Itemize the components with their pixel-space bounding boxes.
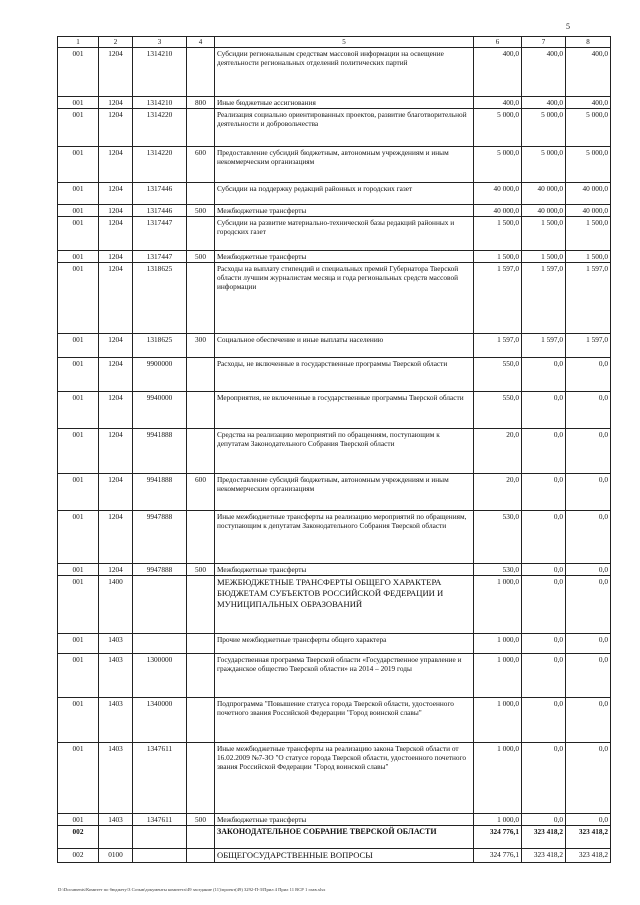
amount-col6: 20,0 bbox=[474, 474, 522, 511]
code-razdel: 0100 bbox=[99, 849, 133, 863]
amount-col7: 0,0 bbox=[522, 814, 566, 826]
code-vid: 300 bbox=[187, 334, 215, 358]
code-razdel: 1204 bbox=[99, 429, 133, 474]
table-row bbox=[58, 698, 611, 743]
code-vid bbox=[187, 429, 215, 474]
amount-col8: 1 597,0 bbox=[566, 334, 611, 358]
item-description: Расходы на выплату стипендий и специальных премий Губернатора Тверской области лучшим журналистам месяца и года региональных средств массовой информации bbox=[215, 263, 474, 334]
code-glava: 001 bbox=[58, 217, 99, 251]
file-path-footer: D:\Documents\Комитет по бюджету\3 Созыв\документы комитета\49 заседание (11)\проект(49) 3292-П-3\Прил 4 Прил 11 ВСР 1 глав.xlsx bbox=[58, 887, 326, 892]
amount-col8: 1 597,0 bbox=[566, 263, 611, 334]
code-statya: 1347611 bbox=[133, 743, 187, 814]
amount-col6: 1 500,0 bbox=[474, 217, 522, 251]
amount-col8: 0,0 bbox=[566, 743, 611, 814]
amount-col6: 1 000,0 bbox=[474, 634, 522, 654]
amount-col7: 0,0 bbox=[522, 654, 566, 698]
code-vid bbox=[187, 698, 215, 743]
code-statya bbox=[133, 634, 187, 654]
code-statya: 1314220 bbox=[133, 109, 187, 147]
amount-col8: 323 418,2 bbox=[566, 826, 611, 849]
table-row bbox=[58, 392, 611, 429]
code-glava: 002 bbox=[58, 826, 99, 849]
code-razdel: 1204 bbox=[99, 263, 133, 334]
code-razdel: 1204 bbox=[99, 217, 133, 251]
column-header: 4 bbox=[187, 37, 215, 48]
code-razdel: 1400 bbox=[99, 576, 133, 634]
column-header: 5 bbox=[215, 37, 474, 48]
code-vid bbox=[187, 743, 215, 814]
amount-col7: 0,0 bbox=[522, 743, 566, 814]
amount-col7: 0,0 bbox=[522, 474, 566, 511]
amount-col6: 1 000,0 bbox=[474, 814, 522, 826]
code-statya: 1317447 bbox=[133, 251, 187, 263]
code-glava: 001 bbox=[58, 97, 99, 109]
amount-col6: 20,0 bbox=[474, 429, 522, 474]
amount-col6: 324 776,1 bbox=[474, 826, 522, 849]
item-description: Прочие межбюджетные трансферты общего характера bbox=[215, 634, 474, 654]
amount-col6: 530,0 bbox=[474, 564, 522, 576]
item-description: Межбюджетные трансферты bbox=[215, 564, 474, 576]
amount-col8: 0,0 bbox=[566, 392, 611, 429]
amount-col6: 400,0 bbox=[474, 97, 522, 109]
table-row bbox=[58, 576, 611, 634]
code-vid: 800 bbox=[187, 97, 215, 109]
item-description: Межбюджетные трансферты bbox=[215, 814, 474, 826]
code-glava: 002 bbox=[58, 849, 99, 863]
item-description: Реализация социально ориентированных проектов, развитие благотворительной деятельности и добровольчества bbox=[215, 109, 474, 147]
amount-col7: 400,0 bbox=[522, 97, 566, 109]
code-statya: 9947888 bbox=[133, 564, 187, 576]
code-statya: 1317446 bbox=[133, 183, 187, 205]
item-description: Предоставление субсидий бюджетным, автономным учреждениям и иным некоммерческим организациям bbox=[215, 474, 474, 511]
amount-col7: 40 000,0 bbox=[522, 205, 566, 217]
code-vid: 500 bbox=[187, 814, 215, 826]
header-row bbox=[58, 37, 611, 48]
amount-col8: 400,0 bbox=[566, 97, 611, 109]
amount-col6: 1 000,0 bbox=[474, 654, 522, 698]
item-description: Иные бюджетные ассигнования bbox=[215, 97, 474, 109]
code-statya: 1318625 bbox=[133, 263, 187, 334]
code-statya bbox=[133, 826, 187, 849]
amount-col8: 323 418,2 bbox=[566, 849, 611, 863]
code-glava: 001 bbox=[58, 109, 99, 147]
amount-col8: 0,0 bbox=[566, 814, 611, 826]
amount-col6: 40 000,0 bbox=[474, 205, 522, 217]
table-row bbox=[58, 654, 611, 698]
table-row bbox=[58, 205, 611, 217]
code-glava: 001 bbox=[58, 358, 99, 392]
item-description: Средства на реализацию мероприятий по обращениям, поступающим к депутатам Законодательного Собрания Тверской области bbox=[215, 429, 474, 474]
code-glava: 001 bbox=[58, 263, 99, 334]
amount-col6: 550,0 bbox=[474, 392, 522, 429]
table-row bbox=[58, 251, 611, 263]
code-glava: 001 bbox=[58, 564, 99, 576]
amount-col7: 0,0 bbox=[522, 511, 566, 564]
code-glava: 001 bbox=[58, 654, 99, 698]
code-razdel: 1204 bbox=[99, 97, 133, 109]
amount-col7: 1 500,0 bbox=[522, 251, 566, 263]
amount-col7: 0,0 bbox=[522, 392, 566, 429]
amount-col6: 1 000,0 bbox=[474, 743, 522, 814]
code-statya: 9900000 bbox=[133, 358, 187, 392]
code-glava: 001 bbox=[58, 147, 99, 183]
code-vid: 500 bbox=[187, 564, 215, 576]
code-razdel: 1204 bbox=[99, 147, 133, 183]
code-glava: 001 bbox=[58, 251, 99, 263]
amount-col8: 1 500,0 bbox=[566, 217, 611, 251]
amount-col7: 0,0 bbox=[522, 576, 566, 634]
amount-col7: 400,0 bbox=[522, 48, 566, 97]
code-glava: 001 bbox=[58, 511, 99, 564]
item-description: Подпрограмма "Повышение статуса города Тверской области, удостоенного почетного звания Российской Федерации "Город воинской славы" bbox=[215, 698, 474, 743]
code-razdel: 1204 bbox=[99, 358, 133, 392]
column-header: 2 bbox=[99, 37, 133, 48]
amount-col7: 1 597,0 bbox=[522, 263, 566, 334]
amount-col8: 5 000,0 bbox=[566, 109, 611, 147]
amount-col6: 1 597,0 bbox=[474, 263, 522, 334]
code-statya bbox=[133, 849, 187, 863]
amount-col8: 40 000,0 bbox=[566, 183, 611, 205]
amount-col8: 0,0 bbox=[566, 576, 611, 634]
column-header: 1 bbox=[58, 37, 99, 48]
amount-col8: 0,0 bbox=[566, 511, 611, 564]
item-description: Межбюджетные трансферты bbox=[215, 251, 474, 263]
code-razdel: 1204 bbox=[99, 205, 133, 217]
table-row bbox=[58, 564, 611, 576]
column-header: 3 bbox=[133, 37, 187, 48]
code-razdel: 1403 bbox=[99, 814, 133, 826]
code-razdel: 1204 bbox=[99, 109, 133, 147]
amount-col8: 0,0 bbox=[566, 634, 611, 654]
code-glava: 001 bbox=[58, 429, 99, 474]
table-row bbox=[58, 429, 611, 474]
code-glava: 001 bbox=[58, 205, 99, 217]
code-razdel bbox=[99, 826, 133, 849]
amount-col8: 0,0 bbox=[566, 698, 611, 743]
amount-col7: 0,0 bbox=[522, 698, 566, 743]
code-glava: 001 bbox=[58, 48, 99, 97]
table-row bbox=[58, 474, 611, 511]
code-glava: 001 bbox=[58, 474, 99, 511]
item-description: Предоставление субсидий бюджетным, автономным учреждениям и иным некоммерческим организациям bbox=[215, 147, 474, 183]
amount-col8: 0,0 bbox=[566, 358, 611, 392]
item-description: Иные межбюджетные трансферты на реализацию закона Тверской области от 16.02.2009 №7-ЗО "О статусе города Тверской области, удостоенного почетного звания Российской Федерации "Город воинской славы" bbox=[215, 743, 474, 814]
table-row bbox=[58, 743, 611, 814]
item-description: Иные межбюджетные трансферты на реализацию мероприятий по обращениям, поступающим к депутатам Законодательного Собрания Тверской области bbox=[215, 511, 474, 564]
code-razdel: 1204 bbox=[99, 251, 133, 263]
amount-col7: 323 418,2 bbox=[522, 849, 566, 863]
table-row bbox=[58, 147, 611, 183]
table-row bbox=[58, 511, 611, 564]
item-description: Мероприятия, не включенные в государственные программы Тверской области bbox=[215, 392, 474, 429]
table-row bbox=[58, 217, 611, 251]
code-vid bbox=[187, 634, 215, 654]
amount-col8: 40 000,0 bbox=[566, 205, 611, 217]
table-row bbox=[58, 48, 611, 97]
amount-col7: 40 000,0 bbox=[522, 183, 566, 205]
code-statya: 9941888 bbox=[133, 429, 187, 474]
amount-col8: 400,0 bbox=[566, 48, 611, 97]
table-row bbox=[58, 849, 611, 863]
column-header: 6 bbox=[474, 37, 522, 48]
item-description: МЕЖБЮДЖЕТНЫЕ ТРАНСФЕРТЫ ОБЩЕГО ХАРАКТЕРА БЮДЖЕТАМ СУБЪЕКТОВ РОССИЙСКОЙ ФЕДЕРАЦИИ И МУНИЦИПАЛЬНЫХ ОБРАЗОВАНИЙ bbox=[215, 576, 474, 634]
item-description: ЗАКОНОДАТЕЛЬНОЕ СОБРАНИЕ ТВЕРСКОЙ ОБЛАСТИ bbox=[215, 826, 474, 849]
amount-col7: 1 500,0 bbox=[522, 217, 566, 251]
amount-col7: 0,0 bbox=[522, 564, 566, 576]
code-glava: 001 bbox=[58, 183, 99, 205]
amount-col6: 5 000,0 bbox=[474, 109, 522, 147]
code-statya: 1317447 bbox=[133, 217, 187, 251]
amount-col8: 0,0 bbox=[566, 429, 611, 474]
code-vid bbox=[187, 109, 215, 147]
table-row bbox=[58, 109, 611, 147]
item-description: Субсидии на развитие материально-технической базы редакций районных и городских газет bbox=[215, 217, 474, 251]
item-description: Субсидии на поддержку редакций районных и городских газет bbox=[215, 183, 474, 205]
table-row bbox=[58, 183, 611, 205]
table-row bbox=[58, 334, 611, 358]
code-vid bbox=[187, 263, 215, 334]
code-razdel: 1204 bbox=[99, 183, 133, 205]
code-razdel: 1403 bbox=[99, 634, 133, 654]
code-vid: 500 bbox=[187, 251, 215, 263]
amount-col6: 400,0 bbox=[474, 48, 522, 97]
item-description: Социальное обеспечение и иные выплаты населению bbox=[215, 334, 474, 358]
code-vid bbox=[187, 217, 215, 251]
code-glava: 001 bbox=[58, 392, 99, 429]
code-razdel: 1204 bbox=[99, 474, 133, 511]
code-razdel: 1403 bbox=[99, 698, 133, 743]
code-vid bbox=[187, 48, 215, 97]
page-number: 5 bbox=[566, 22, 570, 31]
code-vid: 600 bbox=[187, 147, 215, 183]
code-vid bbox=[187, 576, 215, 634]
code-statya: 1318625 bbox=[133, 334, 187, 358]
amount-col8: 0,0 bbox=[566, 654, 611, 698]
table-row bbox=[58, 826, 611, 849]
code-glava: 001 bbox=[58, 698, 99, 743]
code-statya: 1314220 bbox=[133, 147, 187, 183]
code-razdel: 1204 bbox=[99, 392, 133, 429]
amount-col6: 1 597,0 bbox=[474, 334, 522, 358]
table-row bbox=[58, 97, 611, 109]
column-header: 8 bbox=[566, 37, 611, 48]
table-row bbox=[58, 634, 611, 654]
amount-col8: 0,0 bbox=[566, 474, 611, 511]
amount-col6: 1 000,0 bbox=[474, 698, 522, 743]
code-glava: 001 bbox=[58, 814, 99, 826]
code-razdel: 1204 bbox=[99, 564, 133, 576]
amount-col6: 550,0 bbox=[474, 358, 522, 392]
code-razdel: 1204 bbox=[99, 334, 133, 358]
code-vid bbox=[187, 511, 215, 564]
amount-col6: 40 000,0 bbox=[474, 183, 522, 205]
code-razdel: 1403 bbox=[99, 654, 133, 698]
code-statya: 9940000 bbox=[133, 392, 187, 429]
code-statya: 9941888 bbox=[133, 474, 187, 511]
code-glava: 001 bbox=[58, 334, 99, 358]
code-razdel: 1204 bbox=[99, 511, 133, 564]
amount-col6: 5 000,0 bbox=[474, 147, 522, 183]
column-header: 7 bbox=[522, 37, 566, 48]
code-statya: 1314210 bbox=[133, 97, 187, 109]
code-glava: 001 bbox=[58, 634, 99, 654]
code-statya: 1314210 bbox=[133, 48, 187, 97]
code-vid bbox=[187, 392, 215, 429]
item-description: Государственная программа Тверской области «Государственное управление и гражданское общество Тверской области» на 2014 – 2019 годы bbox=[215, 654, 474, 698]
item-description: ОБЩЕГОСУДАРСТВЕННЫЕ ВОПРОСЫ bbox=[215, 849, 474, 863]
amount-col6: 1 000,0 bbox=[474, 576, 522, 634]
code-vid bbox=[187, 826, 215, 849]
code-statya: 1340000 bbox=[133, 698, 187, 743]
code-razdel: 1403 bbox=[99, 743, 133, 814]
amount-col8: 0,0 bbox=[566, 564, 611, 576]
table-row bbox=[58, 814, 611, 826]
table-row bbox=[58, 263, 611, 334]
amount-col6: 530,0 bbox=[474, 511, 522, 564]
item-description: Межбюджетные трансферты bbox=[215, 205, 474, 217]
code-vid bbox=[187, 183, 215, 205]
table-row bbox=[58, 358, 611, 392]
code-vid: 600 bbox=[187, 474, 215, 511]
amount-col7: 1 597,0 bbox=[522, 334, 566, 358]
amount-col7: 5 000,0 bbox=[522, 147, 566, 183]
code-statya: 9947888 bbox=[133, 511, 187, 564]
amount-col7: 5 000,0 bbox=[522, 109, 566, 147]
code-statya: 1300000 bbox=[133, 654, 187, 698]
amount-col8: 1 500,0 bbox=[566, 251, 611, 263]
amount-col7: 0,0 bbox=[522, 429, 566, 474]
item-description: Субсидии региональным средствам массовой информации на освещение деятельности региональных отделений политических партий bbox=[215, 48, 474, 97]
code-statya: 1317446 bbox=[133, 205, 187, 217]
code-vid bbox=[187, 358, 215, 392]
amount-col7: 323 418,2 bbox=[522, 826, 566, 849]
item-description: Расходы, не включенные в государственные программы Тверской области bbox=[215, 358, 474, 392]
code-glava: 001 bbox=[58, 576, 99, 634]
budget-table bbox=[57, 36, 611, 863]
code-statya: 1347611 bbox=[133, 814, 187, 826]
code-vid: 500 bbox=[187, 205, 215, 217]
amount-col7: 0,0 bbox=[522, 634, 566, 654]
amount-col6: 1 500,0 bbox=[474, 251, 522, 263]
code-statya bbox=[133, 576, 187, 634]
code-razdel: 1204 bbox=[99, 48, 133, 97]
code-glava: 001 bbox=[58, 743, 99, 814]
amount-col6: 324 776,1 bbox=[474, 849, 522, 863]
code-vid bbox=[187, 849, 215, 863]
amount-col7: 0,0 bbox=[522, 358, 566, 392]
code-vid bbox=[187, 654, 215, 698]
amount-col8: 5 000,0 bbox=[566, 147, 611, 183]
